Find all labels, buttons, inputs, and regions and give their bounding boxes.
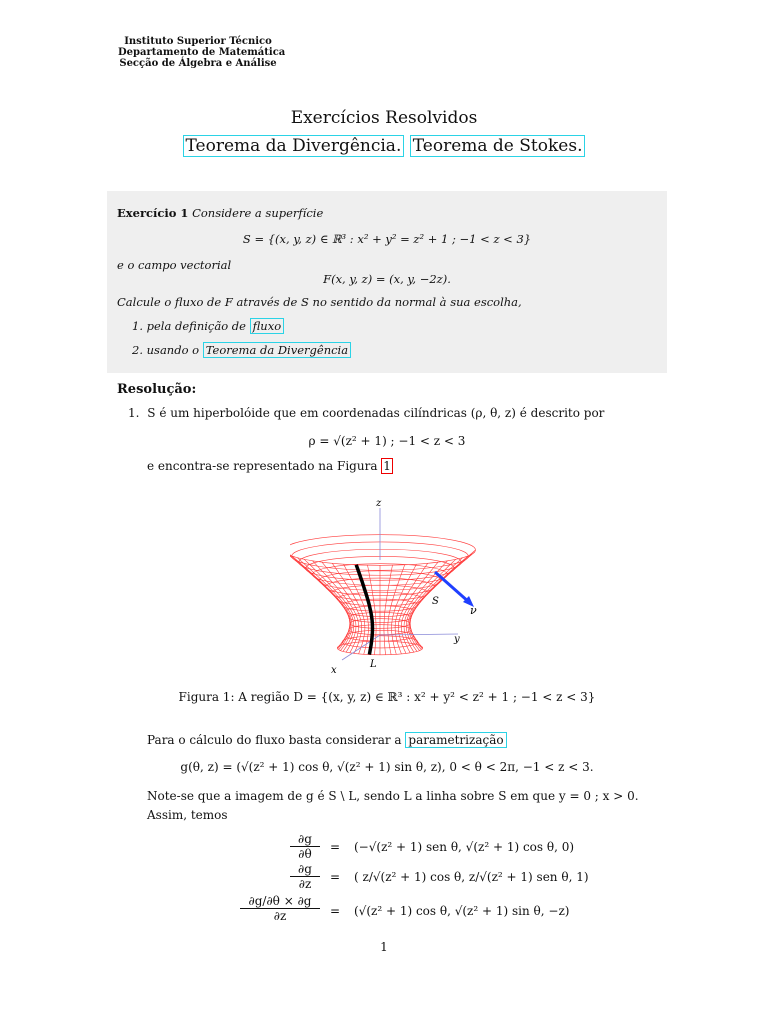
- section-line: Secção de Álgebra e Análise: [119, 58, 277, 69]
- z-label: z: [376, 498, 382, 509]
- deriv-2-eq: =: [330, 870, 341, 884]
- figure-reference-line: e encontra-se representado na Figura 1: [147, 459, 391, 473]
- deriv-2-rhs: ( z/√(z² + 1) cos θ, z/√(z² + 1) sen θ, 1): [354, 870, 589, 884]
- figure-1-link[interactable]: 1: [383, 459, 391, 473]
- exercise-statement: [117, 206, 323, 220]
- deriv-3-lhs: ∂g/∂θ × ∂g ∂z: [240, 894, 320, 923]
- exercise-label: Exercício 1: [117, 206, 189, 220]
- mesh-meridian: [292, 556, 352, 651]
- page-number: 1: [380, 940, 388, 954]
- link-divergence-theorem-item[interactable]: Teorema da Divergência: [203, 342, 351, 358]
- x-label: x: [331, 665, 337, 676]
- note-line-1: Note-se que a imagem de g é S \ L, sendo L a linha sobre S em que y = 0 ; x > 0.: [147, 789, 639, 803]
- department-line: Departamento de Matemática: [118, 47, 286, 58]
- exercise-task: Calcule o fluxo de F através de S no sentido da normal à sua escolha,: [117, 295, 522, 309]
- S-label: S: [432, 596, 439, 607]
- page-subtitle: [0, 136, 768, 156]
- deriv-2-lhs: ∂g ∂z: [290, 862, 320, 891]
- field-intro: e o campo vectorial: [117, 258, 232, 272]
- resolution-heading: Resolução:: [117, 382, 197, 397]
- deriv-1-lhs: ∂g ∂θ: [290, 832, 320, 861]
- nu-label: ν: [470, 604, 477, 617]
- deriv-1-eq: =: [330, 840, 341, 854]
- field-equation: F(x, y, z) = (x, y, −2z).: [323, 272, 451, 286]
- page-title: Exercícios Resolvidos: [290, 108, 478, 128]
- mesh-ring: [290, 535, 476, 566]
- link-divergence-theorem[interactable]: Teorema da Divergência.: [183, 135, 405, 157]
- mesh-meridian: [290, 550, 350, 648]
- link-parametrizacao[interactable]: parametrização: [405, 732, 506, 748]
- institute-line: Instituto Superior Técnico: [124, 36, 272, 47]
- deriv-1-rhs: (−√(z² + 1) sen θ, √(z² + 1) cos θ, 0): [354, 840, 575, 854]
- resolution-item-1: 1. S é um hiperbolóide que em coordenadas cilíndricas (ρ, θ, z) é descrito por: [128, 406, 605, 420]
- exercise-intro: Considere a superfície: [192, 206, 324, 220]
- deriv-3-rhs: (√(z² + 1) cos θ, √(z² + 1) sin θ, −z): [354, 904, 570, 918]
- L-label: L: [370, 659, 377, 670]
- hyperboloid-mesh: [290, 535, 476, 655]
- param-intro: Para o cálculo do fluxo basta considerar a parametrização: [147, 733, 507, 747]
- param-equation: g(θ, z) = (√(z² + 1) cos θ, √(z² + 1) sin θ, z), 0 < θ < 2π, −1 < z < 3.: [180, 760, 594, 774]
- link-fluxo[interactable]: fluxo: [250, 318, 285, 334]
- deriv-3-eq: =: [330, 904, 341, 918]
- y-label: y: [454, 634, 460, 645]
- hyperboloid-figure: [290, 490, 490, 680]
- task-item-1: 1. pela definição de fluxo: [132, 319, 284, 333]
- figure-caption: Figura 1: A região D = {(x, y, z) ∈ ℝ³ : x² + y² < z² + 1 ; −1 < z < 3}: [178, 690, 596, 704]
- institution-header: [118, 36, 286, 69]
- note-line-2: Assim, temos: [147, 808, 228, 822]
- rho-equation: ρ = √(z² + 1) ; −1 < z < 3: [308, 434, 466, 448]
- surface-equation: S = {(x, y, z) ∈ ℝ³ : x² + y² = z² + 1 ; −1 < z < 3}: [242, 232, 532, 246]
- link-stokes-theorem[interactable]: Teorema de Stokes.: [410, 135, 586, 157]
- task-item-2: 2. usando o Teorema da Divergência: [132, 343, 351, 357]
- normal-vector-arrow: [435, 572, 470, 603]
